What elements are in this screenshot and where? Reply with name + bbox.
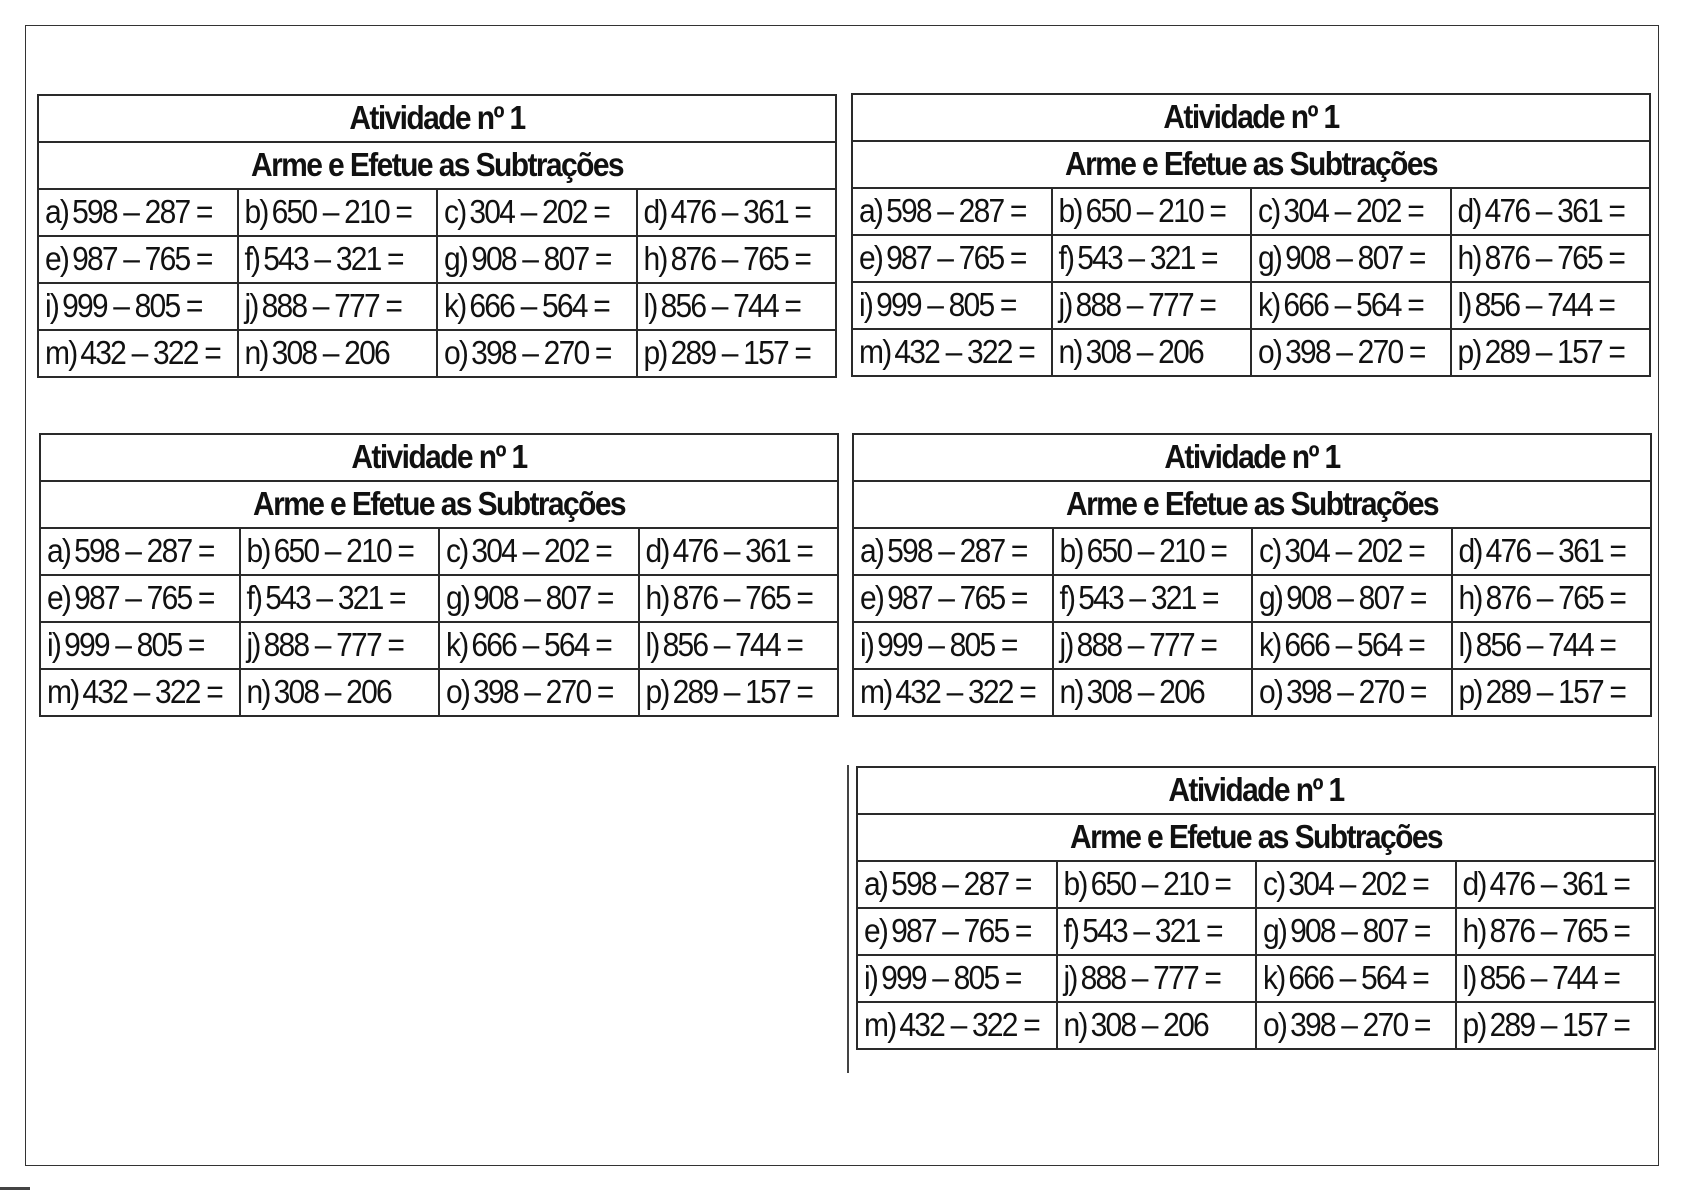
exercise-label: o) [446,673,470,711]
exercise-label: n) [1059,673,1083,711]
exercise-expression: 289 – 157 = [1489,1006,1630,1044]
exercise-label: j) [244,287,258,325]
exercise-label: o) [1263,1006,1287,1044]
worksheet-title: Atividade nº 1 [1164,438,1340,476]
exercise-cell [639,528,839,575]
exercise-cell [1256,908,1456,955]
exercise-row [853,575,1651,622]
exercise-expression: 289 – 157 = [670,334,811,372]
exercise-label: b) [1063,865,1087,903]
exercise-row [40,622,838,669]
exercise-label: n) [246,673,270,711]
exercise-expression: 908 – 807 = [1286,579,1426,617]
exercise-cell [40,669,240,716]
exercise-expression: 304 – 202 = [1288,865,1428,903]
exercise-cell [1256,955,1456,1002]
exercise-cell [439,622,639,669]
exercise-label: i) [47,626,61,664]
exercise-row [40,669,838,716]
exercise-cell [639,669,839,716]
exercise-label: a) [860,532,884,570]
exercise-cell [1053,528,1253,575]
exercise-label: a) [864,865,888,903]
exercise-label: g) [444,240,468,278]
exercise-expression: 476 – 361 = [672,532,813,570]
exercise-cell [437,283,637,330]
exercise-expression: 308 – 206 [1086,673,1204,711]
worksheet-subtitle: Arme e Efetue as Subtrações [1070,818,1442,856]
exercise-label: i) [864,959,878,997]
page-corner-mark [0,1187,30,1190]
exercise-expression: 289 – 157 = [1485,673,1626,711]
worksheet-title-cell [852,94,1650,141]
exercise-expression: 543 – 321 = [1078,579,1218,617]
exercise-label: c) [446,532,468,570]
exercise-label: m) [864,1006,896,1044]
exercise-label: b) [246,532,270,570]
exercise-row [38,330,836,377]
worksheet-table-2 [851,93,1651,377]
exercise-expression: 304 – 202 = [1284,532,1424,570]
exercise-cell [1456,861,1656,908]
exercise-expression: 999 – 805 = [64,626,204,664]
exercise-expression: 398 – 270 = [1290,1006,1430,1044]
exercise-expression: 398 – 270 = [1286,673,1426,711]
exercise-cell [1251,235,1451,282]
worksheet-subtitle-cell [38,142,836,189]
exercise-expression: 987 – 765 = [887,579,1027,617]
exercise-expression: 650 – 210 = [273,532,414,570]
exercise-cell [1251,329,1451,376]
worksheet-title: Atividade nº 1 [1168,771,1344,809]
exercise-row [40,575,838,622]
worksheet-title-cell [853,434,1651,481]
exercise-cell [1451,329,1651,376]
exercise-cell [1251,188,1451,235]
exercise-label: f) [1058,239,1074,277]
exercise-row [853,528,1651,575]
exercise-row [38,236,836,283]
exercise-row [857,1002,1655,1049]
exercise-label: d) [1462,865,1486,903]
exercise-expression: 856 – 744 = [1479,959,1620,997]
exercise-cell [1053,622,1253,669]
exercise-label: p) [1458,673,1482,711]
exercise-label: e) [860,579,884,617]
exercise-expression: 876 – 765 = [1485,579,1626,617]
title-row [853,434,1651,481]
exercise-cell [240,575,440,622]
exercise-cell [40,622,240,669]
exercise-expression: 999 – 805 = [881,959,1021,997]
exercise-cell [1452,575,1652,622]
exercise-expression: 908 – 807 = [1285,239,1425,277]
exercise-row [857,955,1655,1002]
exercise-label: g) [1258,239,1282,277]
exercise-expression: 999 – 805 = [877,626,1017,664]
exercise-label: b) [1058,192,1082,230]
exercise-expression: 987 – 765 = [72,240,212,278]
exercise-label: k) [1258,286,1280,324]
exercise-label: n) [1058,333,1082,371]
exercise-cell [238,330,438,377]
exercise-cell [240,528,440,575]
exercise-expression: 432 – 322 = [80,334,220,372]
exercise-label: i) [860,626,874,664]
exercise-cell [857,908,1057,955]
exercise-label: f) [1063,912,1079,950]
exercise-cell [40,575,240,622]
exercise-cell [38,330,238,377]
exercise-row [853,622,1651,669]
exercise-cell [437,236,637,283]
exercise-label: h) [643,240,667,278]
exercise-cell [1256,1002,1456,1049]
exercise-label: p) [1457,333,1481,371]
exercise-row [852,188,1650,235]
exercise-label: e) [45,240,69,278]
subtitle-row [40,481,838,528]
exercise-label: c) [444,193,466,231]
exercise-label: f) [244,240,260,278]
worksheet-subtitle: Arme e Efetue as Subtrações [1066,485,1438,523]
exercise-expression: 856 – 744 = [1474,286,1615,324]
exercise-expression: 308 – 206 [1090,1006,1208,1044]
exercise-expression: 888 – 777 = [261,287,402,325]
exercise-label: b) [1059,532,1083,570]
exercise-label: b) [244,193,268,231]
exercise-cell [852,329,1052,376]
exercise-label: f) [1059,579,1075,617]
exercise-label: j) [1059,626,1073,664]
exercise-expression: 856 – 744 = [662,626,803,664]
worksheet-table-5 [856,766,1656,1050]
exercise-cell [1052,188,1252,235]
exercise-label: l) [1457,286,1471,324]
exercise-label: a) [45,193,69,231]
worksheet-title-cell [40,434,838,481]
exercise-label: p) [645,673,669,711]
exercise-expression: 598 – 287 = [72,193,212,231]
exercise-label: l) [1458,626,1472,664]
exercise-cell [1057,908,1257,955]
exercise-cell [240,669,440,716]
exercise-label: m) [47,673,79,711]
exercise-expression: 476 – 361 = [670,193,811,231]
exercise-expression: 398 – 270 = [473,673,613,711]
exercise-expression: 543 – 321 = [263,240,403,278]
worksheet-subtitle-cell [853,481,1651,528]
exercise-cell [1053,575,1253,622]
exercise-expression: 888 – 777 = [263,626,404,664]
exercise-cell [1057,861,1257,908]
worksheet-title-cell [38,95,836,142]
exercise-expression: 476 – 361 = [1484,192,1625,230]
exercise-cell [1252,575,1452,622]
subtitle-row [852,141,1650,188]
exercise-expression: 856 – 744 = [1475,626,1616,664]
exercise-cell [1251,282,1451,329]
worksheet-subtitle: Arme e Efetue as Subtrações [1065,145,1437,183]
exercise-row [857,861,1655,908]
worksheet-subtitle-cell [857,814,1655,861]
exercise-cell [853,528,1053,575]
exercise-cell [437,189,637,236]
exercise-cell [38,283,238,330]
exercise-cell [1452,622,1652,669]
exercise-cell [857,1002,1057,1049]
exercise-expression: 476 – 361 = [1485,532,1626,570]
exercise-expression: 543 – 321 = [1077,239,1217,277]
exercise-cell [857,955,1057,1002]
exercise-row [40,528,838,575]
exercise-cell [853,575,1053,622]
exercise-expression: 304 – 202 = [469,193,609,231]
subtitle-row [38,142,836,189]
exercise-cell [637,236,837,283]
worksheet-table-3 [39,433,839,717]
exercise-expression: 888 – 777 = [1075,286,1216,324]
exercise-cell [1252,528,1452,575]
exercise-expression: 908 – 807 = [471,240,611,278]
exercise-expression: 666 – 564 = [1284,626,1424,664]
exercise-label: n) [1063,1006,1087,1044]
exercise-cell [238,189,438,236]
exercise-label: g) [1259,579,1283,617]
exercise-row [38,283,836,330]
worksheet-subtitle-cell [40,481,838,528]
worksheet-title-cell [857,767,1655,814]
worksheet-table-1 [37,94,837,378]
exercise-label: a) [859,192,883,230]
exercise-expression: 650 – 210 = [1086,532,1227,570]
exercise-expression: 543 – 321 = [265,579,405,617]
exercise-label: l) [645,626,659,664]
exercise-label: i) [859,286,873,324]
exercise-expression: 650 – 210 = [271,193,412,231]
subtitle-row [857,814,1655,861]
exercise-cell [1452,528,1652,575]
exercise-label: c) [1258,192,1280,230]
exercise-label: m) [45,334,77,372]
exercise-expression: 289 – 157 = [1484,333,1625,371]
exercise-label: l) [643,287,657,325]
exercise-cell [853,622,1053,669]
exercise-label: k) [444,287,466,325]
exercise-cell [1052,329,1252,376]
exercise-expression: 398 – 270 = [471,334,611,372]
exercise-cell [439,528,639,575]
exercise-row [852,235,1650,282]
exercise-label: e) [864,912,888,950]
exercise-expression: 304 – 202 = [1283,192,1423,230]
exercise-cell [1252,669,1452,716]
exercise-expression: 398 – 270 = [1285,333,1425,371]
exercise-cell [639,622,839,669]
exercise-expression: 543 – 321 = [1082,912,1222,950]
worksheet-title: Atividade nº 1 [1163,98,1339,136]
worksheet-subtitle: Arme e Efetue as Subtrações [253,485,625,523]
exercise-label: h) [645,579,669,617]
exercise-cell [637,189,837,236]
exercise-label: i) [45,287,59,325]
exercise-expression: 876 – 765 = [1489,912,1630,950]
exercise-row [38,189,836,236]
exercise-label: h) [1462,912,1486,950]
exercise-cell [1456,1002,1656,1049]
exercise-cell [238,283,438,330]
worksheet-table-4 [852,433,1652,717]
exercise-row [852,282,1650,329]
exercise-expression: 987 – 765 = [74,579,214,617]
exercise-cell [1452,669,1652,716]
exercise-cell [437,330,637,377]
exercise-label: d) [1457,192,1481,230]
title-row [857,767,1655,814]
exercise-expression: 876 – 765 = [670,240,811,278]
exercise-cell [637,330,837,377]
exercise-label: j) [1063,959,1077,997]
exercise-cell [439,669,639,716]
exercise-expression: 856 – 744 = [660,287,801,325]
exercise-label: k) [1259,626,1281,664]
exercise-cell [1456,908,1656,955]
exercise-label: e) [859,239,883,277]
exercise-cell [1052,235,1252,282]
worksheet-title: Atividade nº 1 [349,99,525,137]
exercise-cell [238,236,438,283]
exercise-expression: 598 – 287 = [887,532,1027,570]
exercise-label: m) [860,673,892,711]
exercise-expression: 666 – 564 = [1283,286,1423,324]
exercise-expression: 999 – 805 = [876,286,1016,324]
exercise-expression: 308 – 206 [273,673,391,711]
exercise-label: d) [643,193,667,231]
title-row [38,95,836,142]
exercise-expression: 432 – 322 = [82,673,222,711]
exercise-expression: 476 – 361 = [1489,865,1630,903]
exercise-expression: 650 – 210 = [1085,192,1226,230]
worksheet-subtitle: Arme e Efetue as Subtrações [251,146,623,184]
exercise-label: l) [1462,959,1476,997]
exercise-label: p) [643,334,667,372]
exercise-expression: 987 – 765 = [886,239,1026,277]
exercise-cell [1256,861,1456,908]
worksheet-title: Atividade nº 1 [351,438,527,476]
exercise-cell [852,235,1052,282]
exercise-expression: 432 – 322 = [895,673,1035,711]
exercise-label: k) [1263,959,1285,997]
title-row [40,434,838,481]
exercise-label: j) [246,626,260,664]
exercise-expression: 598 – 287 = [886,192,1026,230]
exercise-label: d) [1458,532,1482,570]
exercise-label: m) [859,333,891,371]
exercise-label: o) [444,334,468,372]
exercise-cell [1451,188,1651,235]
exercise-label: h) [1457,239,1481,277]
exercise-label: a) [47,532,71,570]
exercise-expression: 308 – 206 [271,334,389,372]
exercise-label: o) [1259,673,1283,711]
exercise-cell [1057,955,1257,1002]
exercise-label: d) [645,532,669,570]
exercise-label: j) [1058,286,1072,324]
exercise-expression: 598 – 287 = [891,865,1031,903]
exercise-expression: 308 – 206 [1085,333,1203,371]
exercise-label: p) [1462,1006,1486,1044]
exercise-row [857,908,1655,955]
worksheet-subtitle-cell [852,141,1650,188]
exercise-row [853,669,1651,716]
exercise-cell [1456,955,1656,1002]
exercise-cell [1451,235,1651,282]
exercise-expression: 888 – 777 = [1080,959,1221,997]
exercise-expression: 888 – 777 = [1076,626,1217,664]
exercise-expression: 666 – 564 = [469,287,609,325]
exercise-expression: 598 – 287 = [74,532,214,570]
exercise-expression: 666 – 564 = [1288,959,1428,997]
exercise-cell [439,575,639,622]
exercise-label: f) [246,579,262,617]
exercise-cell [1052,282,1252,329]
title-row [852,94,1650,141]
exercise-expression: 650 – 210 = [1090,865,1231,903]
exercise-cell [40,528,240,575]
exercise-cell [240,622,440,669]
exercise-expression: 666 – 564 = [471,626,611,664]
exercise-label: o) [1258,333,1282,371]
exercise-label: h) [1458,579,1482,617]
exercise-expression: 289 – 157 = [672,673,813,711]
exercise-cell [1252,622,1452,669]
exercise-cell [852,188,1052,235]
exercise-cell [1451,282,1651,329]
exercise-expression: 876 – 765 = [1484,239,1625,277]
exercise-label: c) [1259,532,1281,570]
exercise-label: e) [47,579,71,617]
exercise-label: c) [1263,865,1285,903]
exercise-expression: 908 – 807 = [1290,912,1430,950]
exercise-expression: 987 – 765 = [891,912,1031,950]
exercise-cell [852,282,1052,329]
exercise-row [852,329,1650,376]
exercise-label: n) [244,334,268,372]
exercise-expression: 908 – 807 = [473,579,613,617]
exercise-cell [38,189,238,236]
exercise-label: k) [446,626,468,664]
exercise-cell [853,669,1053,716]
exercise-cell [1057,1002,1257,1049]
exercise-cell [637,283,837,330]
exercise-expression: 432 – 322 = [894,333,1034,371]
exercise-expression: 999 – 805 = [62,287,202,325]
subtitle-row [853,481,1651,528]
exercise-cell [639,575,839,622]
exercise-expression: 304 – 202 = [471,532,611,570]
margin-bracket [847,765,854,1073]
exercise-cell [857,861,1057,908]
exercise-expression: 876 – 765 = [672,579,813,617]
exercise-cell [1053,669,1253,716]
exercise-label: g) [446,579,470,617]
exercise-cell [38,236,238,283]
exercise-expression: 432 – 322 = [899,1006,1039,1044]
exercise-label: g) [1263,912,1287,950]
